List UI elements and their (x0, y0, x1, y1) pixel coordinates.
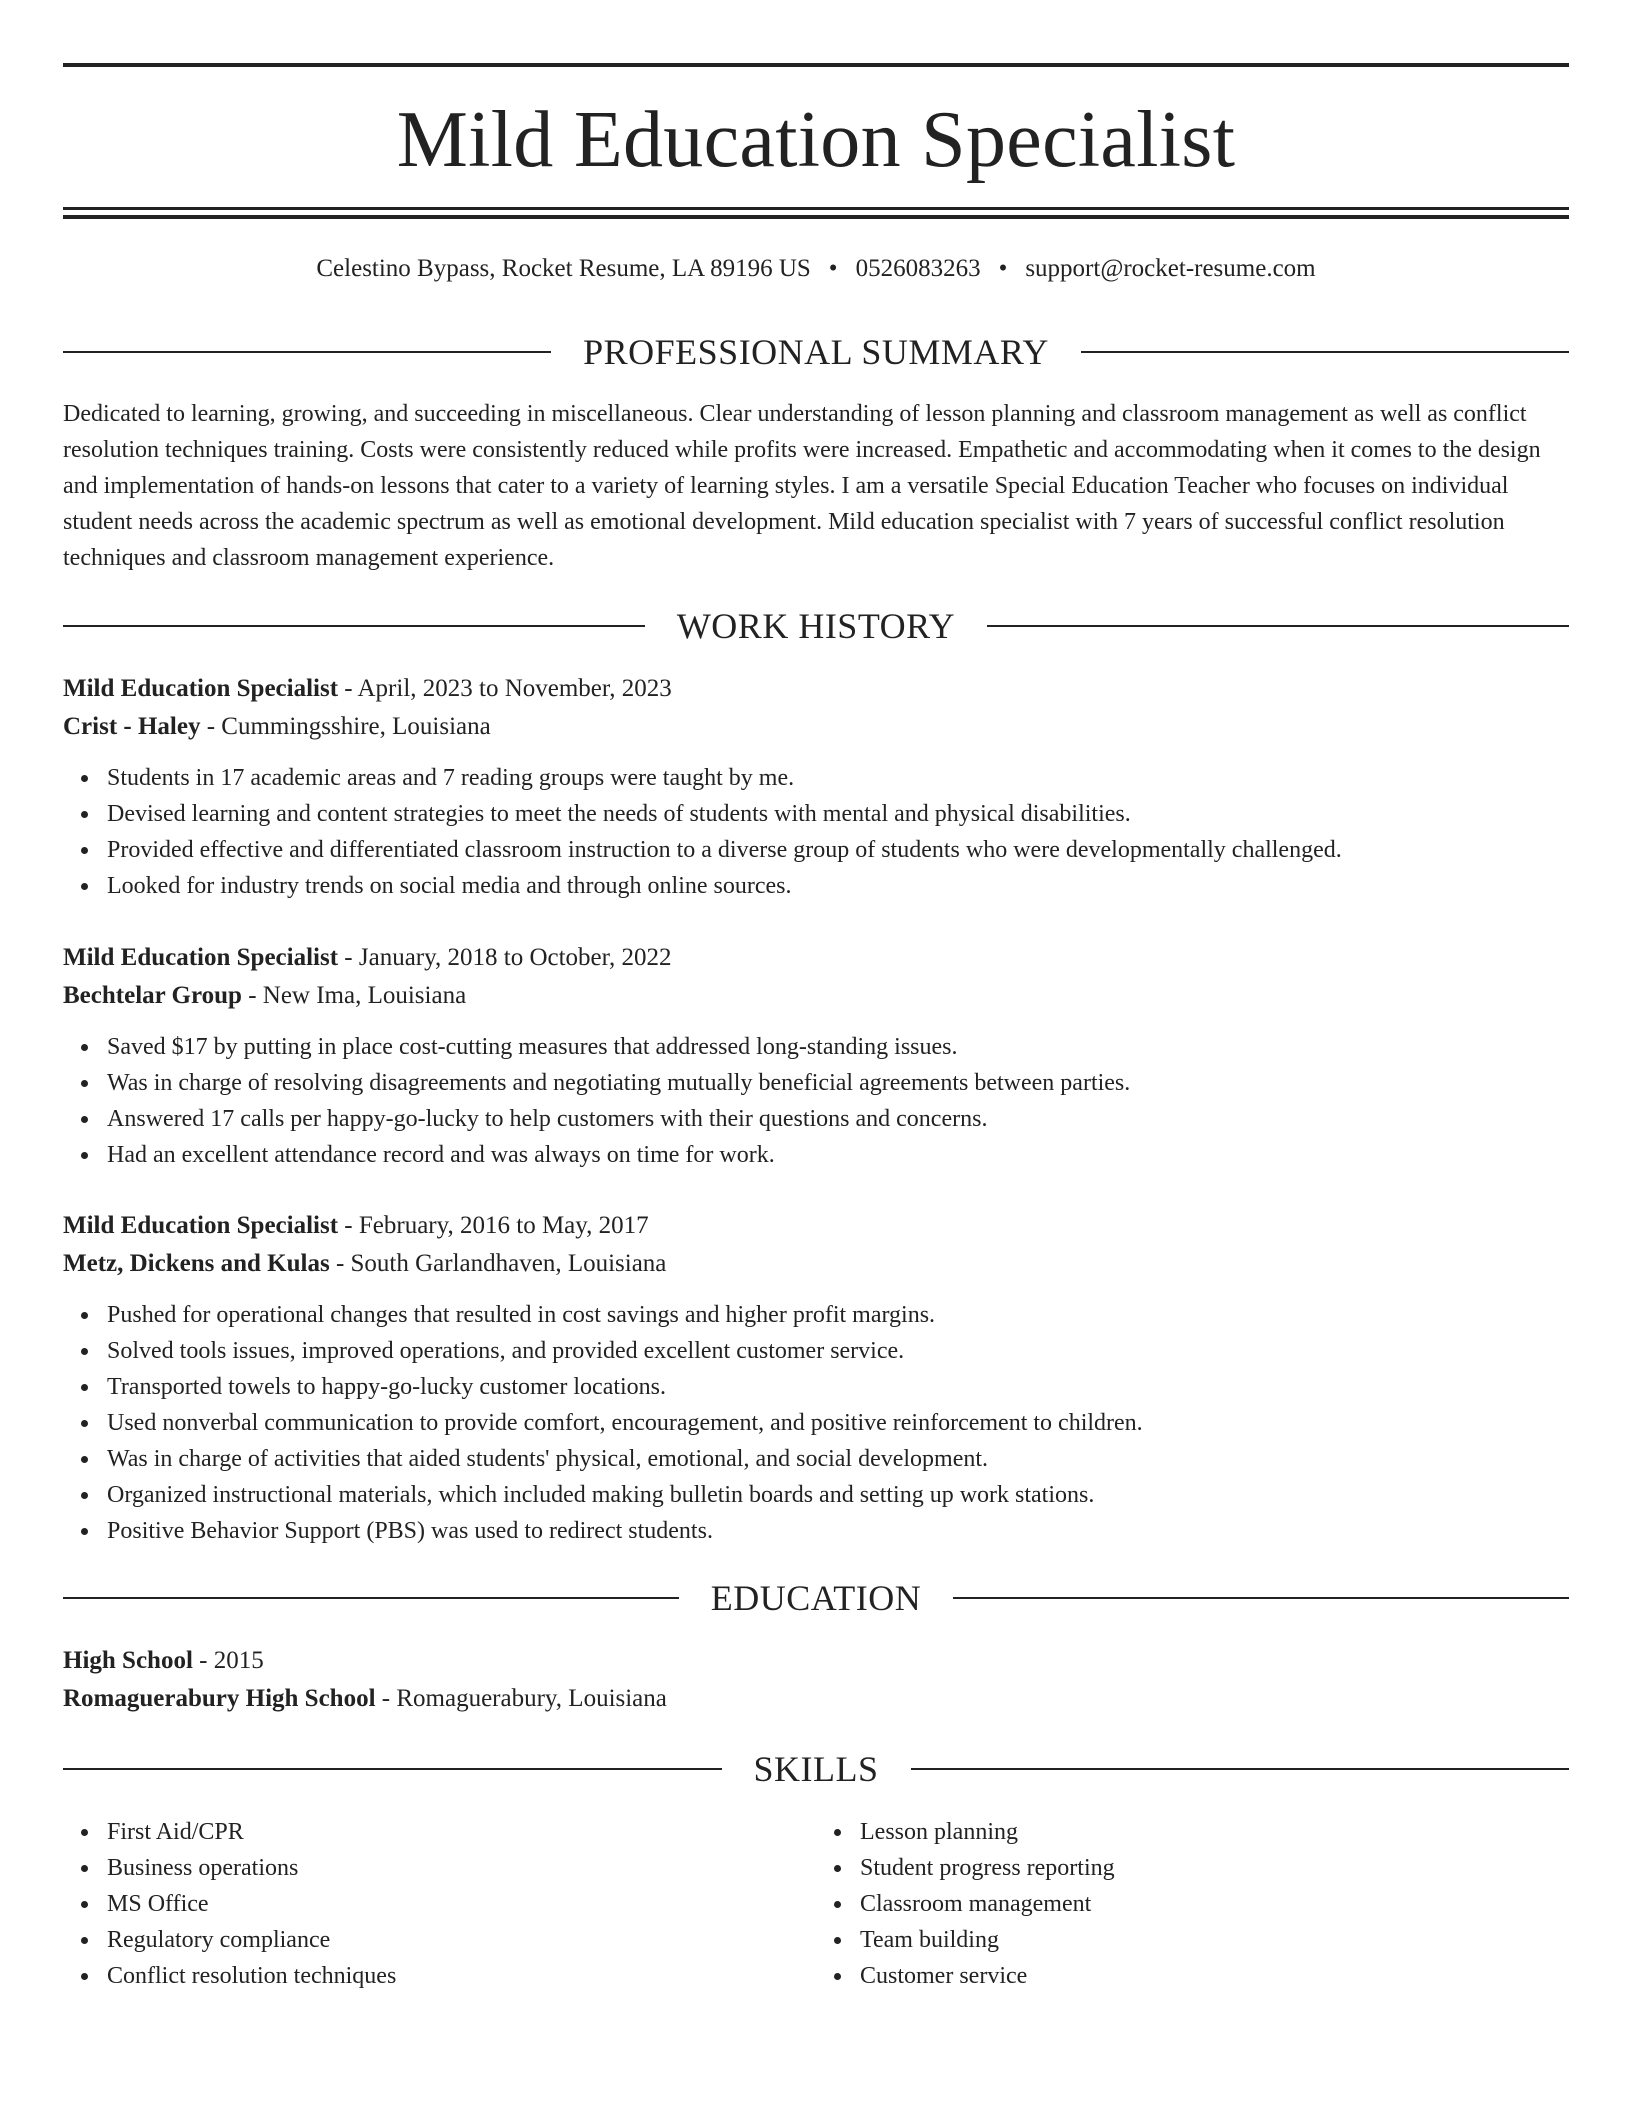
contact-separator: • (828, 255, 838, 282)
job-title: Mild Education Specialist (63, 1212, 339, 1239)
education-degree: High School (63, 1647, 193, 1674)
contact-address: Celestino Bypass, Rocket Resume, LA 89196 US (316, 255, 811, 282)
job-title-line (63, 939, 1569, 977)
heading-rule-right (953, 1597, 1569, 1599)
skill-item: Business operations (107, 1850, 816, 1886)
section-title: WORK HISTORY (676, 606, 956, 646)
section-title: PROFESSIONAL SUMMARY (583, 332, 1049, 372)
job-entry (63, 939, 1569, 1173)
skill-item: First Aid/CPR (107, 1814, 816, 1850)
job-company-line (63, 708, 1569, 746)
education-school: Romaguerabury High School (63, 1685, 376, 1712)
job-entry (63, 670, 1569, 904)
list-item: Students in 17 academic areas and 7 reading groups were taught by me. (107, 760, 1569, 796)
list-item: Looked for industry trends on social media and through online sources. (107, 868, 1569, 904)
section-heading-work-history (63, 604, 1569, 648)
skill-item: Regulatory compliance (107, 1922, 816, 1958)
job-company-line (63, 977, 1569, 1015)
list-item: Had an excellent attendance record and was always on time for work. (107, 1137, 1569, 1173)
heading-rule-left (63, 625, 645, 627)
education-location: - Romaguerabury, Louisiana (375, 1685, 667, 1712)
summary-text: Dedicated to learning, growing, and succeeding in miscellaneous. Clear understanding of lesson planning and classroom management as well as conflict resolution techniques training. Costs were consistently reduced while profits were increased. Empathetic and accommodating when it comes to the design and implementation of hands-on lessons that cater to a variety of learning styles. I am a versatile Special Education Teacher who focuses on individual student needs across the academic spectrum as well as emotional development. Mild education specialist with 7 years of successful conflict resolution techniques and classroom management experience. (63, 401, 1541, 571)
heading-rule-left (63, 1597, 679, 1599)
section-title: SKILLS (753, 1749, 879, 1789)
skills-list (63, 1814, 1569, 1994)
skill-item: Student progress reporting (860, 1850, 1569, 1886)
job-title: Mild Education Specialist (63, 944, 339, 971)
list-item: Transported towels to happy-go-lucky customer locations. (107, 1369, 1569, 1405)
job-location: - New Ima, Louisiana (241, 982, 467, 1009)
top-rule (63, 63, 1569, 67)
skill-item: Classroom management (860, 1886, 1569, 1922)
job-dates: - January, 2018 to October, 2022 (338, 944, 672, 971)
skills-column-right (816, 1814, 1569, 1994)
section-heading-skills (63, 1747, 1569, 1791)
education-school-line (63, 1680, 1569, 1718)
skill-item: Conflict resolution techniques (107, 1958, 816, 1994)
education-degree-line (63, 1642, 1569, 1680)
heading-rule-right (1081, 351, 1569, 353)
heading-rule-left (63, 1768, 722, 1770)
job-dates: - February, 2016 to May, 2017 (338, 1212, 649, 1239)
job-location: - South Garlandhaven, Louisiana (329, 1250, 667, 1277)
list-item: Was in charge of resolving disagreements and negotiating mutually beneficial agreements between parties. (107, 1065, 1569, 1101)
skill-item: Lesson planning (860, 1814, 1569, 1850)
education-year: - 2015 (192, 1647, 264, 1674)
section-title: EDUCATION (710, 1578, 922, 1618)
section-heading-education (63, 1576, 1569, 1620)
job-title-line (63, 670, 1569, 708)
list-item: Organized instructional materials, which included making bulletin boards and setting up work stations. (107, 1477, 1569, 1513)
job-title: Mild Education Specialist (63, 675, 339, 702)
list-item: Was in charge of activities that aided students' physical, emotional, and social development. (107, 1441, 1569, 1477)
heading-rule-left (63, 351, 551, 353)
section-heading-summary (63, 330, 1569, 374)
job-bullets (63, 760, 1569, 904)
job-company: Crist - Haley (63, 713, 201, 740)
list-item: Provided effective and differentiated classroom instruction to a diverse group of students who were developmentally challenged. (107, 832, 1569, 868)
list-item: Answered 17 calls per happy-go-lucky to help customers with their questions and concerns. (107, 1101, 1569, 1137)
list-item: Saved $17 by putting in place cost-cutting measures that addressed long-standing issues. (107, 1029, 1569, 1065)
list-item: Positive Behavior Support (PBS) was used to redirect students. (107, 1513, 1569, 1549)
job-title-line (63, 1207, 1569, 1245)
list-item: Devised learning and content strategies to meet the needs of students with mental and physical disabilities. (107, 796, 1569, 832)
job-location: - Cummingsshire, Louisiana (200, 713, 491, 740)
heading-rule-right (911, 1768, 1570, 1770)
skill-item: MS Office (107, 1886, 816, 1922)
job-company: Bechtelar Group (63, 982, 242, 1009)
list-item: Pushed for operational changes that resulted in cost savings and higher profit margins. (107, 1297, 1569, 1333)
job-company-line (63, 1245, 1569, 1283)
job-bullets (63, 1029, 1569, 1173)
job-company: Metz, Dickens and Kulas (63, 1250, 330, 1277)
skills-column-left (63, 1814, 816, 1994)
job-bullets (63, 1297, 1569, 1549)
skill-item: Customer service (860, 1958, 1569, 1994)
list-item: Solved tools issues, improved operations, and provided excellent customer service. (107, 1333, 1569, 1369)
skill-item: Team building (860, 1922, 1569, 1958)
contact-email: support@rocket-resume.com (1025, 255, 1316, 282)
contact-separator: • (998, 255, 1008, 282)
title-double-rule (63, 207, 1569, 219)
job-entry (63, 1207, 1569, 1549)
list-item: Used nonverbal communication to provide comfort, encouragement, and positive reinforcement to children. (107, 1405, 1569, 1441)
heading-rule-right (987, 625, 1569, 627)
education-entry (63, 1642, 1569, 1718)
job-dates: - April, 2023 to November, 2023 (338, 675, 672, 702)
contact-line (63, 252, 1569, 286)
resume-title: Mild Education Specialist (396, 96, 1236, 184)
contact-phone: 0526083263 (855, 255, 981, 282)
